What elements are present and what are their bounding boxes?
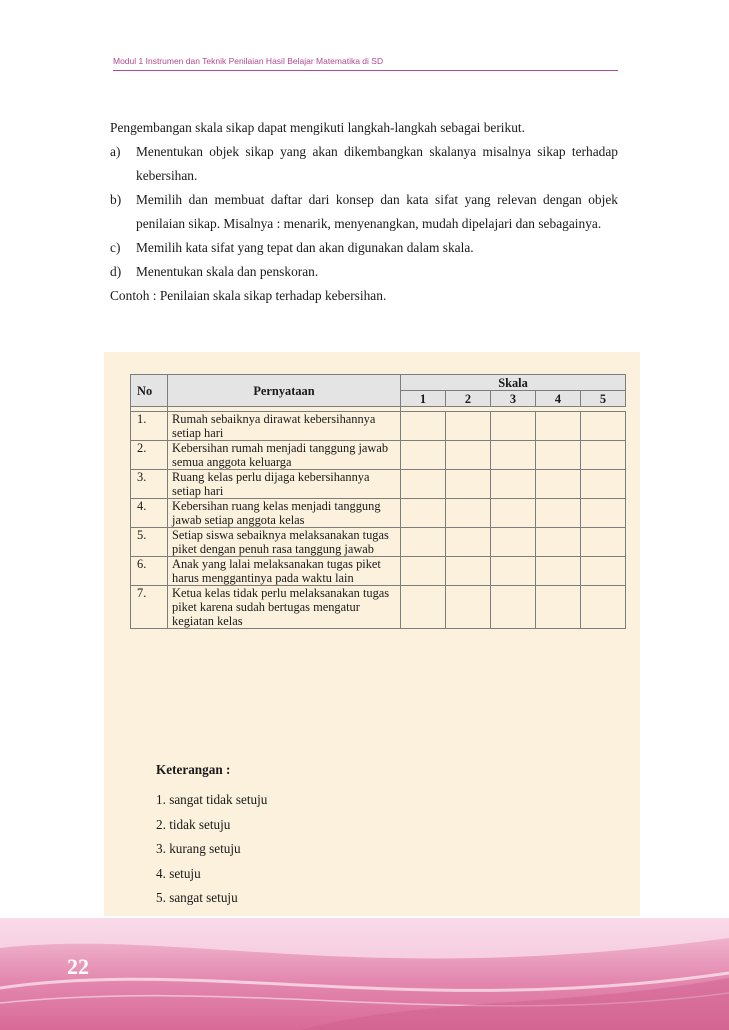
col-header-scale: Skala (401, 375, 626, 391)
table-row: 1. Rumah sebaiknya dirawat kebersihannya setiap hari (131, 412, 626, 441)
col-header-statement: Pernyataan (168, 375, 401, 407)
legend-item: 3. kurang setuju (156, 841, 241, 856)
scale-cell[interactable] (581, 586, 626, 629)
scale-cell[interactable] (401, 470, 446, 499)
scale-cell[interactable] (446, 441, 491, 470)
legend-item: 4. setuju (156, 865, 201, 881)
scale-cell[interactable] (536, 586, 581, 629)
legend-list (156, 788, 267, 911)
intro-paragraph: Pengembangan skala sikap dapat mengikuti langkah-langkah sebagai berikut. (110, 120, 525, 135)
table-row: 2. Kebersihan rumah menjadi tanggung jawab semua anggota keluarga (131, 441, 626, 470)
table-row: 4. Kebersihan ruang kelas menjadi tanggung jawab setiap anggota kelas (131, 499, 626, 528)
body-text (110, 116, 618, 308)
legend-item: 1. sangat tidak setuju (156, 792, 268, 807)
scale-cell[interactable] (401, 586, 446, 629)
scale-cell[interactable] (536, 441, 581, 470)
scale-cell[interactable] (446, 499, 491, 528)
example-box (104, 352, 640, 916)
scale-header: 5 (581, 391, 626, 407)
scale-cell[interactable] (491, 412, 536, 441)
scale-cell[interactable] (536, 557, 581, 586)
running-header: Modul 1 Instrumen dan Teknik Penilaian Hasil Belajar Matematika di SD (113, 56, 618, 71)
scale-cell[interactable] (446, 586, 491, 629)
scale-cell[interactable] (491, 499, 536, 528)
table-row: 3. Ruang kelas perlu dijaga kebersihannya setiap hari (131, 470, 626, 499)
table-row: 5. Setiap siswa sebaiknya melaksanakan tugas piket dengan penuh rasa tanggung jawab (131, 528, 626, 557)
scale-cell[interactable] (401, 499, 446, 528)
list-item: d) Menentukan skala dan penskoran. (110, 264, 319, 279)
scale-cell[interactable] (401, 528, 446, 557)
scale-cell[interactable] (536, 499, 581, 528)
scale-cell[interactable] (446, 528, 491, 557)
scale-cell[interactable] (491, 441, 536, 470)
scale-cell[interactable] (491, 557, 536, 586)
list-item: a) Menentukan objek sikap yang akan dikembangkan skalanya misalnya sikap terhadap kebersihan. (110, 144, 618, 183)
scale-cell[interactable] (401, 557, 446, 586)
legend (156, 762, 267, 911)
steps-list (110, 140, 618, 284)
scale-cell[interactable] (581, 499, 626, 528)
scale-cell[interactable] (491, 470, 536, 499)
legend-title: Keterangan : (156, 762, 231, 777)
scale-cell[interactable] (491, 586, 536, 629)
scale-cell[interactable] (581, 412, 626, 441)
scale-cell[interactable] (446, 412, 491, 441)
scale-cell[interactable] (581, 441, 626, 470)
table-row: 6. Anak yang lalai melaksanakan tugas piket harus menggantinya pada waktu lain (131, 557, 626, 586)
list-item: c) Memilih kata sifat yang tepat dan akan digunakan dalam skala. (110, 240, 474, 255)
footer-swoosh-decoration (0, 918, 729, 1030)
legend-item: 5. sangat setuju (156, 890, 238, 905)
page-number: 22 (67, 954, 89, 979)
scale-cell[interactable] (446, 470, 491, 499)
example-caption: Contoh : Penilaian skala sikap terhadap kebersihan. (110, 288, 387, 303)
scale-cell[interactable] (581, 528, 626, 557)
table-row: 7. Ketua kelas tidak perlu melaksanakan tugas piket karena sudah bertugas mengatur kegiatan kelas (131, 586, 626, 629)
scale-cell[interactable] (581, 557, 626, 586)
scale-header: 4 (536, 391, 581, 407)
legend-item: 2. tidak setuju (156, 816, 231, 832)
scale-cell[interactable] (401, 441, 446, 470)
scale-header: 2 (446, 391, 491, 407)
scale-cell[interactable] (401, 412, 446, 441)
footer-band (0, 918, 729, 1030)
attitude-scale-table (130, 374, 626, 629)
scale-cell[interactable] (536, 528, 581, 557)
scale-cell[interactable] (581, 470, 626, 499)
scale-cell[interactable] (491, 528, 536, 557)
scale-header: 3 (491, 391, 536, 407)
col-header-no: No (131, 375, 168, 407)
scale-cell[interactable] (536, 412, 581, 441)
list-item: b) Memilih dan membuat daftar dari konsep dan kata sifat yang relevan dengan objek penilaian sikap. Misalnya : menarik, menyenangkan, mudah dipelajari dan sebagainya. (110, 192, 618, 231)
scale-cell[interactable] (446, 557, 491, 586)
scale-header: 1 (401, 391, 446, 407)
scale-cell[interactable] (536, 470, 581, 499)
